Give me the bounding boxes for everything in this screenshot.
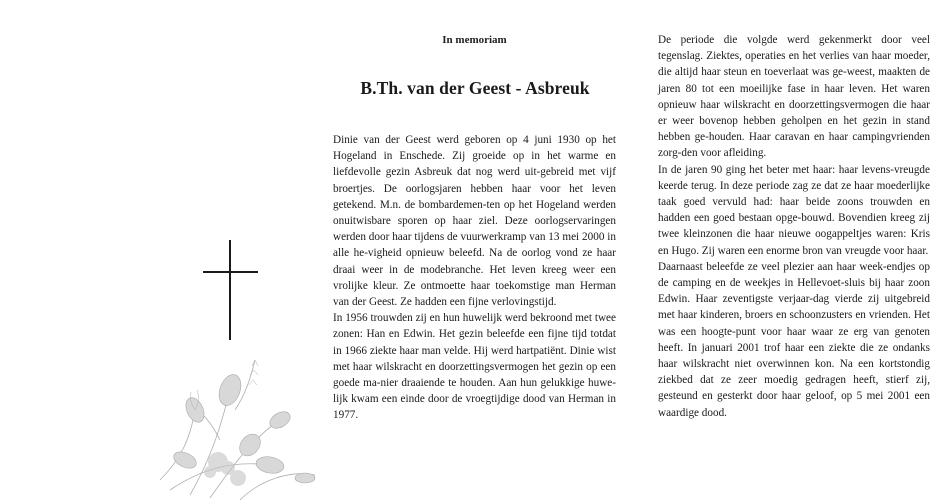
deceased-name-title: B.Th. van der Geest - Asbreuk xyxy=(360,78,590,98)
paragraph: In 1956 trouwden zij en hun huwelijk werd bekroond met twee zonen: Han en Edwin. Het gezin beleefde een fijne tijd totdat in 1966 ziekte haar man velde. Hij werd hartpatiënt. Dinie wist met haar wilskracht en doorzettingsvermogen het gezin op een goede ma-nier draaiende te houden. Aan hun gelukkige huwe-lijk kwam een einde door de vroegtijdige dood van Herman in 1977. xyxy=(333,312,616,422)
paragraph: Dinie van der Geest werd geboren op 4 juni 1930 op het Hogeland in Enschede. Zij groeide op in het warme en liefdevolle gezin Asbreuk dat nog werd uit-gebreid met vijf broertjes. De oorlogsjaren hebben haar voor het leven getekend. M.n. de bombardemen-ten op het Hogeland werden onuitwisbare sporen op haar ziel. Deze oorlogservaringen werden door haar tijdens de vuurwerkramp van 13 mei 2000 in alle he-vigheid opnieuw beleefd. Na de oorlog vond ze haar draai weer in de modebranche. Het leven kreeg weer een vrolijke kleur. Ze ontmoette haar toekomstige man Herman van der Geest. Ze hadden een fijne verlovingstijd. xyxy=(333,134,616,309)
paragraph: In de jaren 90 ging het beter met haar: haar levens-vreugde keerde terug. In deze periode zag ze dat ze haar moederlijke taak goed vervuld had: haar beide zoons trouwden en hadden een goed bestaan opge-bouwd. Bovendien kreeg zij twee kleinzonen die haar nieuwe oogappeltjes waren: Kris en Hugo. Zij waren een enorme bron van vreugde voor haar. xyxy=(658,163,930,257)
paragraph: De periode die volgde werd gekenmerkt door veel tegenslag. Ziektes, operaties en het verlies van haar moeder, die altijd haar steun en toeverlaat was ge-weest, maakten de jaren 80 tot een moeilijke fase in haar leven. Het waren opnieuw haar wilskracht en doorzettingsvermogen die haar er weer bovenop hebben geholpen en het gezin in stand hebben ge-houden. Haar caravan en haar campingvrienden zorg-den voor afleiding. xyxy=(658,34,930,160)
flower-bouquet-icon xyxy=(150,350,320,500)
column-middle xyxy=(333,132,616,424)
column-right xyxy=(658,32,930,421)
paragraph: Daarnaast beleefde ze veel plezier aan haar week-endjes op de camping en de weekjes in Hellevoet-sluis bij haar zoon Edwin. Haar zeventigste verjaar-dag vierde zij uitgebreid met haar kinderen, broers en schoonzusters en vrienden. Het was een hoogte-punt voor haar waar ze erg van genoten heeft. In januari 2001 trof haar een ziekte die ze ondanks haar wilskracht niet overwinnen kon. Na een kortstondig ziekbed dat ze zeer moedig gedragen heeft, stierf zij, gesteund en gesterkt door haar geloof, op 5 mei 2001 een waardige dood. xyxy=(658,260,930,419)
memoriam-kicker: In memoriam xyxy=(442,34,507,46)
decoration-panel xyxy=(0,0,312,500)
